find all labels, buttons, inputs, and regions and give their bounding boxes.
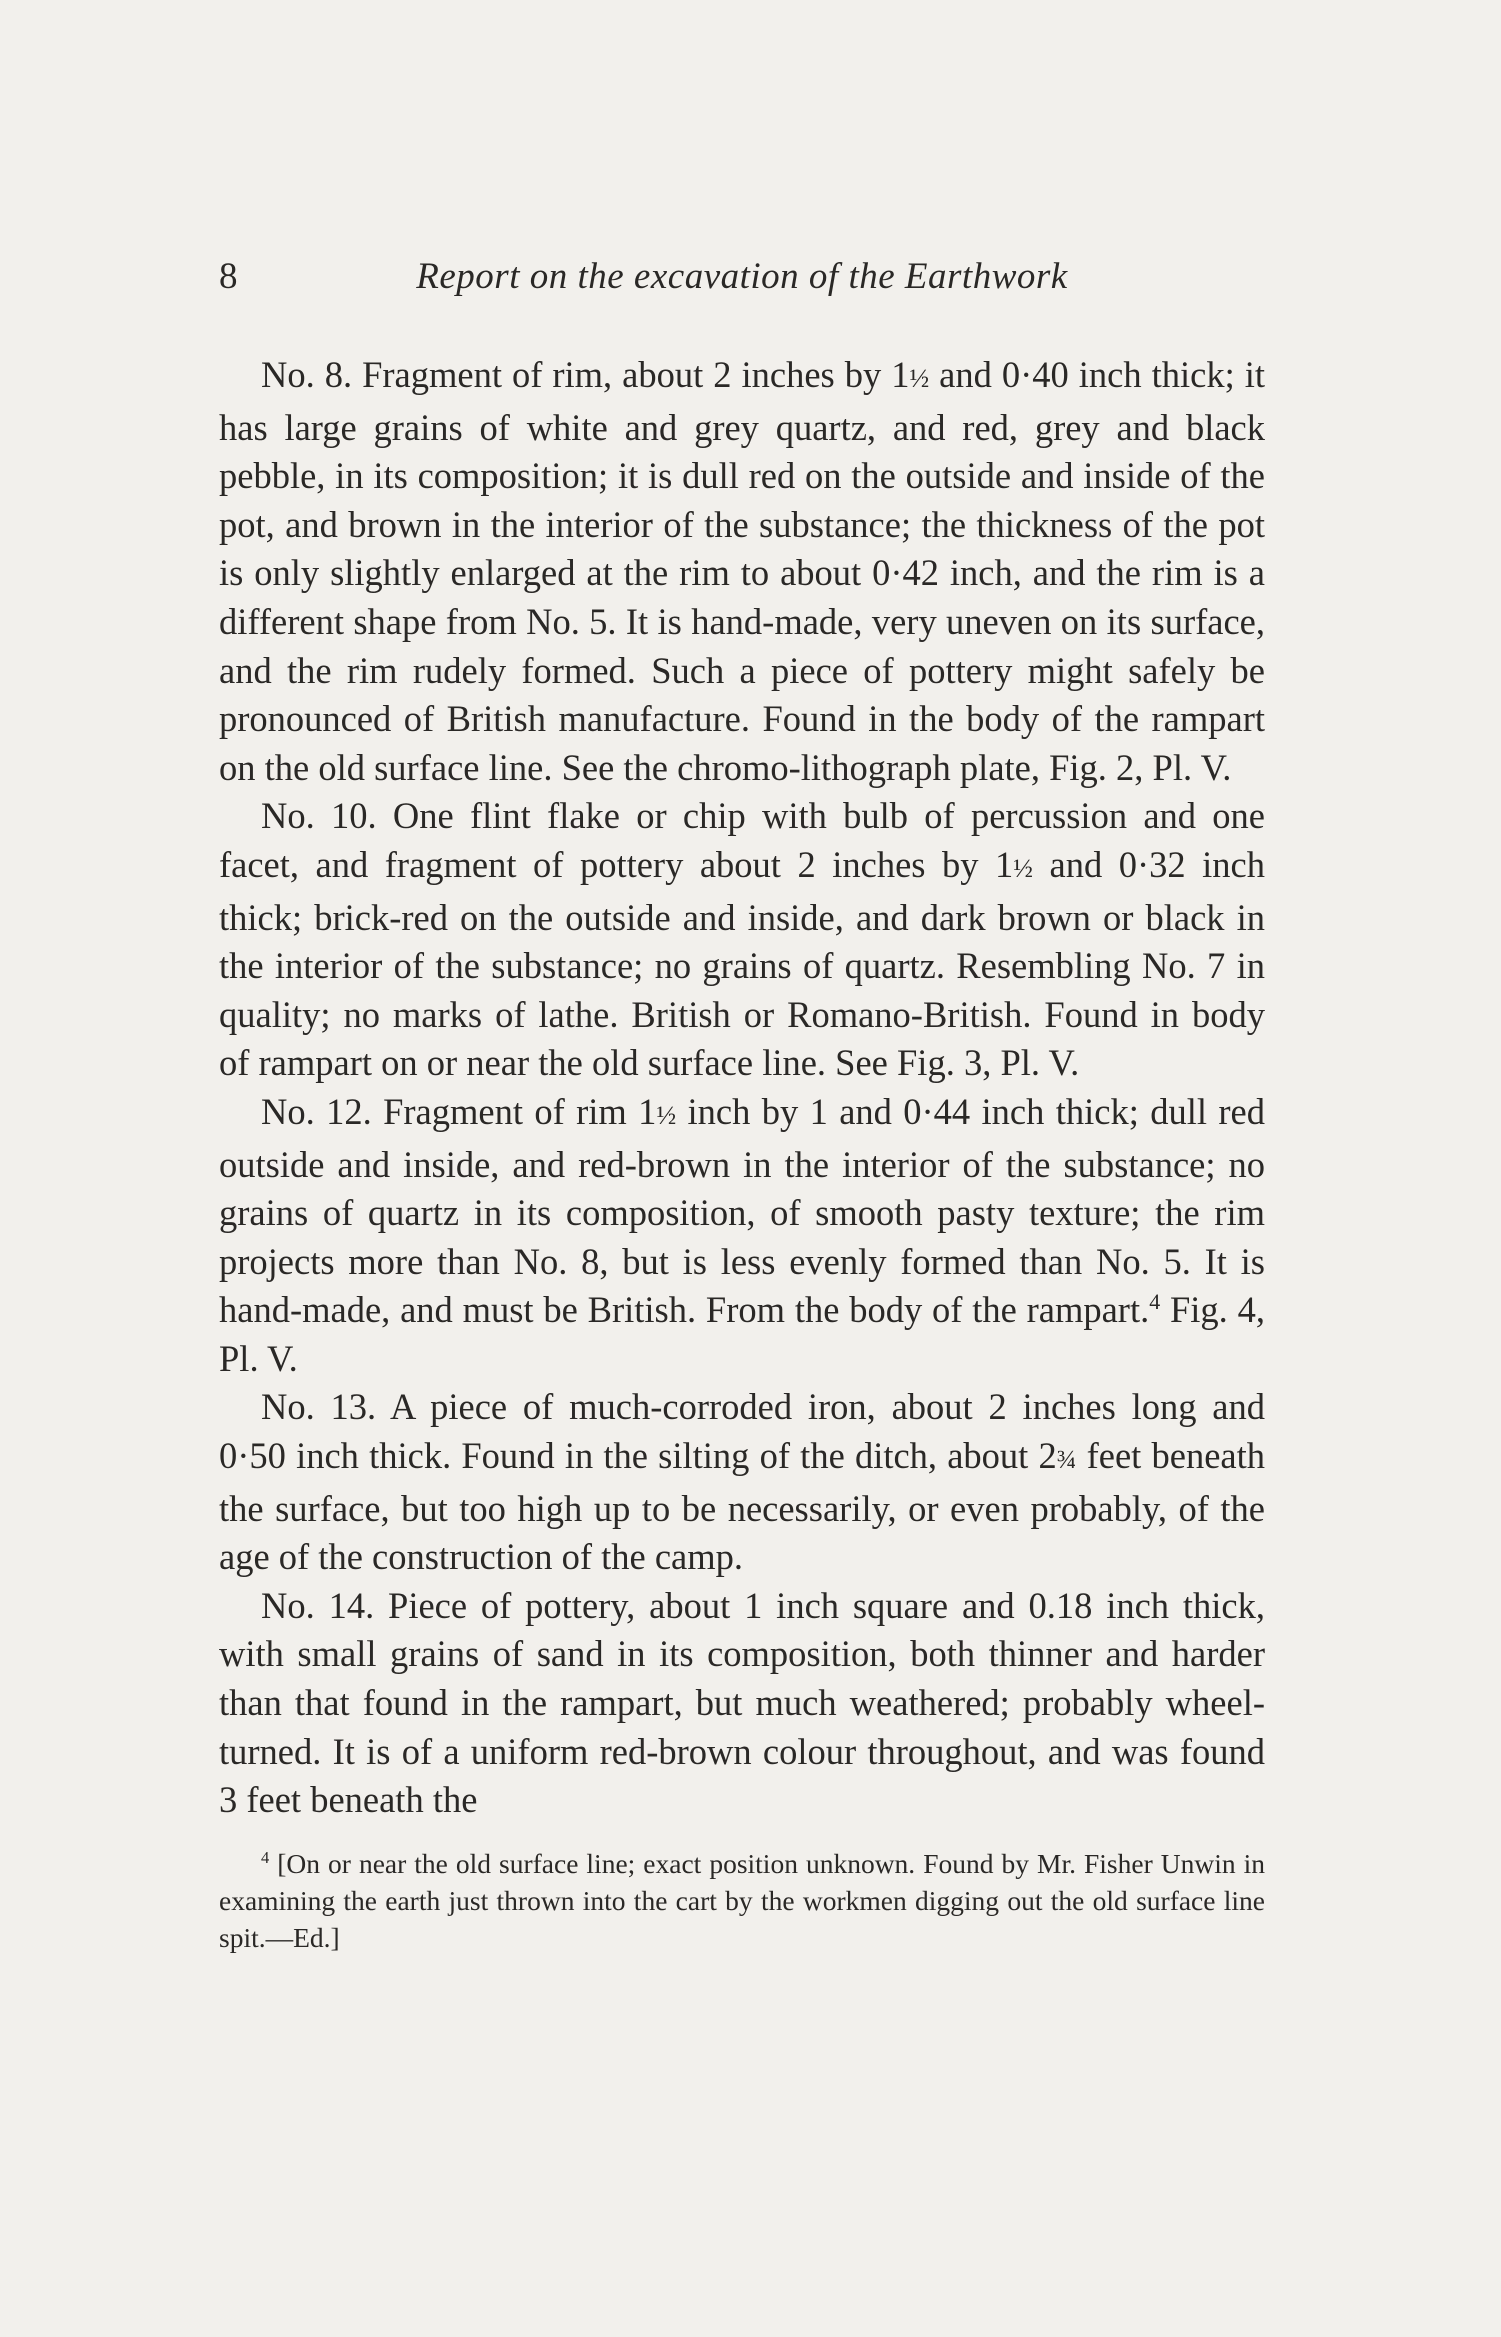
paragraph-no-13: No. 13. A piece of much-corroded iron, about 2 inches long and 0·50 inch thick. Found in the silting of the ditch, about 2¾ feet beneath the surface, but too high up to be necessarily, or even probably, of the age of the construction of the camp.	[219, 1386, 1265, 1578]
footnote-reference: 4	[1149, 1289, 1161, 1315]
item-label: No. 14.	[261, 1584, 375, 1626]
item-label: No. 8.	[261, 354, 353, 395]
fraction: ½	[656, 1100, 677, 1130]
running-title: Report on the excavation of the Earthwork	[416, 256, 1068, 297]
footnote-text: [On or near the old surface line; exact position unknown. Found by Mr. Fisher Unwin in examining the earth just thrown into the cart by the workmen digging out the old surface line spit.—Ed.]	[219, 1847, 1265, 1953]
paragraph-no-10: No. 10. One flint flake or chip with bulb of percussion and one facet, and fragment of pottery about 2 inches by 1½ and 0·32 inch thick; brick-red on the outside and inside, and dark brown or black in the interior of the substance; no grains of quartz. Resembling No. 7 in quality; no marks of lathe. British or Romano-British. Found in body of rampart on or near the old surface line. See Fig. 3, Pl. V.	[219, 795, 1265, 1084]
footnote-marker: 4	[261, 1847, 270, 1867]
paragraph-no-14: No. 14. Piece of pottery, about 1 inch square and 0.18 inch thick, with small grains of sand in its composition, both thinner and harder than that found in the rampart, but much weathered; probably wheel-turned. It is of a uniform red-brown colour throughout, and was found 3 feet beneath the	[219, 1584, 1265, 1821]
body-text	[219, 351, 1265, 1829]
item-label: No. 10.	[261, 795, 377, 837]
fraction: ½	[909, 364, 930, 393]
paragraph-no-8: No. 8. Fragment of rim, about 2 inches by 1½ and 0·40 inch thick; it has large grains of white and grey quartz, and red, grey and black pebble, in its composition; it is dull red on the outside and inside of the pot, and brown in the interior of the substance; the thickness of the pot is only slightly enlarged at the rim to about 0·42 inch, and the rim is a different shape from No. 5. It is hand-made, very uneven on its surface, and the rim rudely formed. Such a piece of pottery might safely be pronounced of British manufacture. Found in the body of the rampart on the old surface line. See the chromo-lithograph plate, Fig. 2, Pl. V.	[219, 354, 1265, 788]
paragraph-no-12: No. 12. Fragment of rim 1½ inch by 1 and 0·44 inch thick; dull red outside and inside, and red-brown in the interior of the substance; no grains of quartz in its composition, of smooth pasty texture; the rim projects more than No. 8, but is less evenly formed than No. 5. It is hand-made, and must be British. From the body of the rampart.$^4$ Fig. 4, Pl. V.	[219, 1090, 1265, 1379]
fraction: ½	[1013, 853, 1033, 883]
footnote-4	[219, 1845, 1265, 1956]
footnotes	[219, 1845, 1265, 1956]
item-label: No. 13.	[261, 1386, 377, 1428]
page-header	[219, 255, 1265, 315]
item-label: No. 12.	[261, 1090, 372, 1132]
fraction: ¾	[1056, 1445, 1077, 1475]
book-page	[219, 255, 1265, 1956]
page-number: 8	[219, 256, 238, 297]
